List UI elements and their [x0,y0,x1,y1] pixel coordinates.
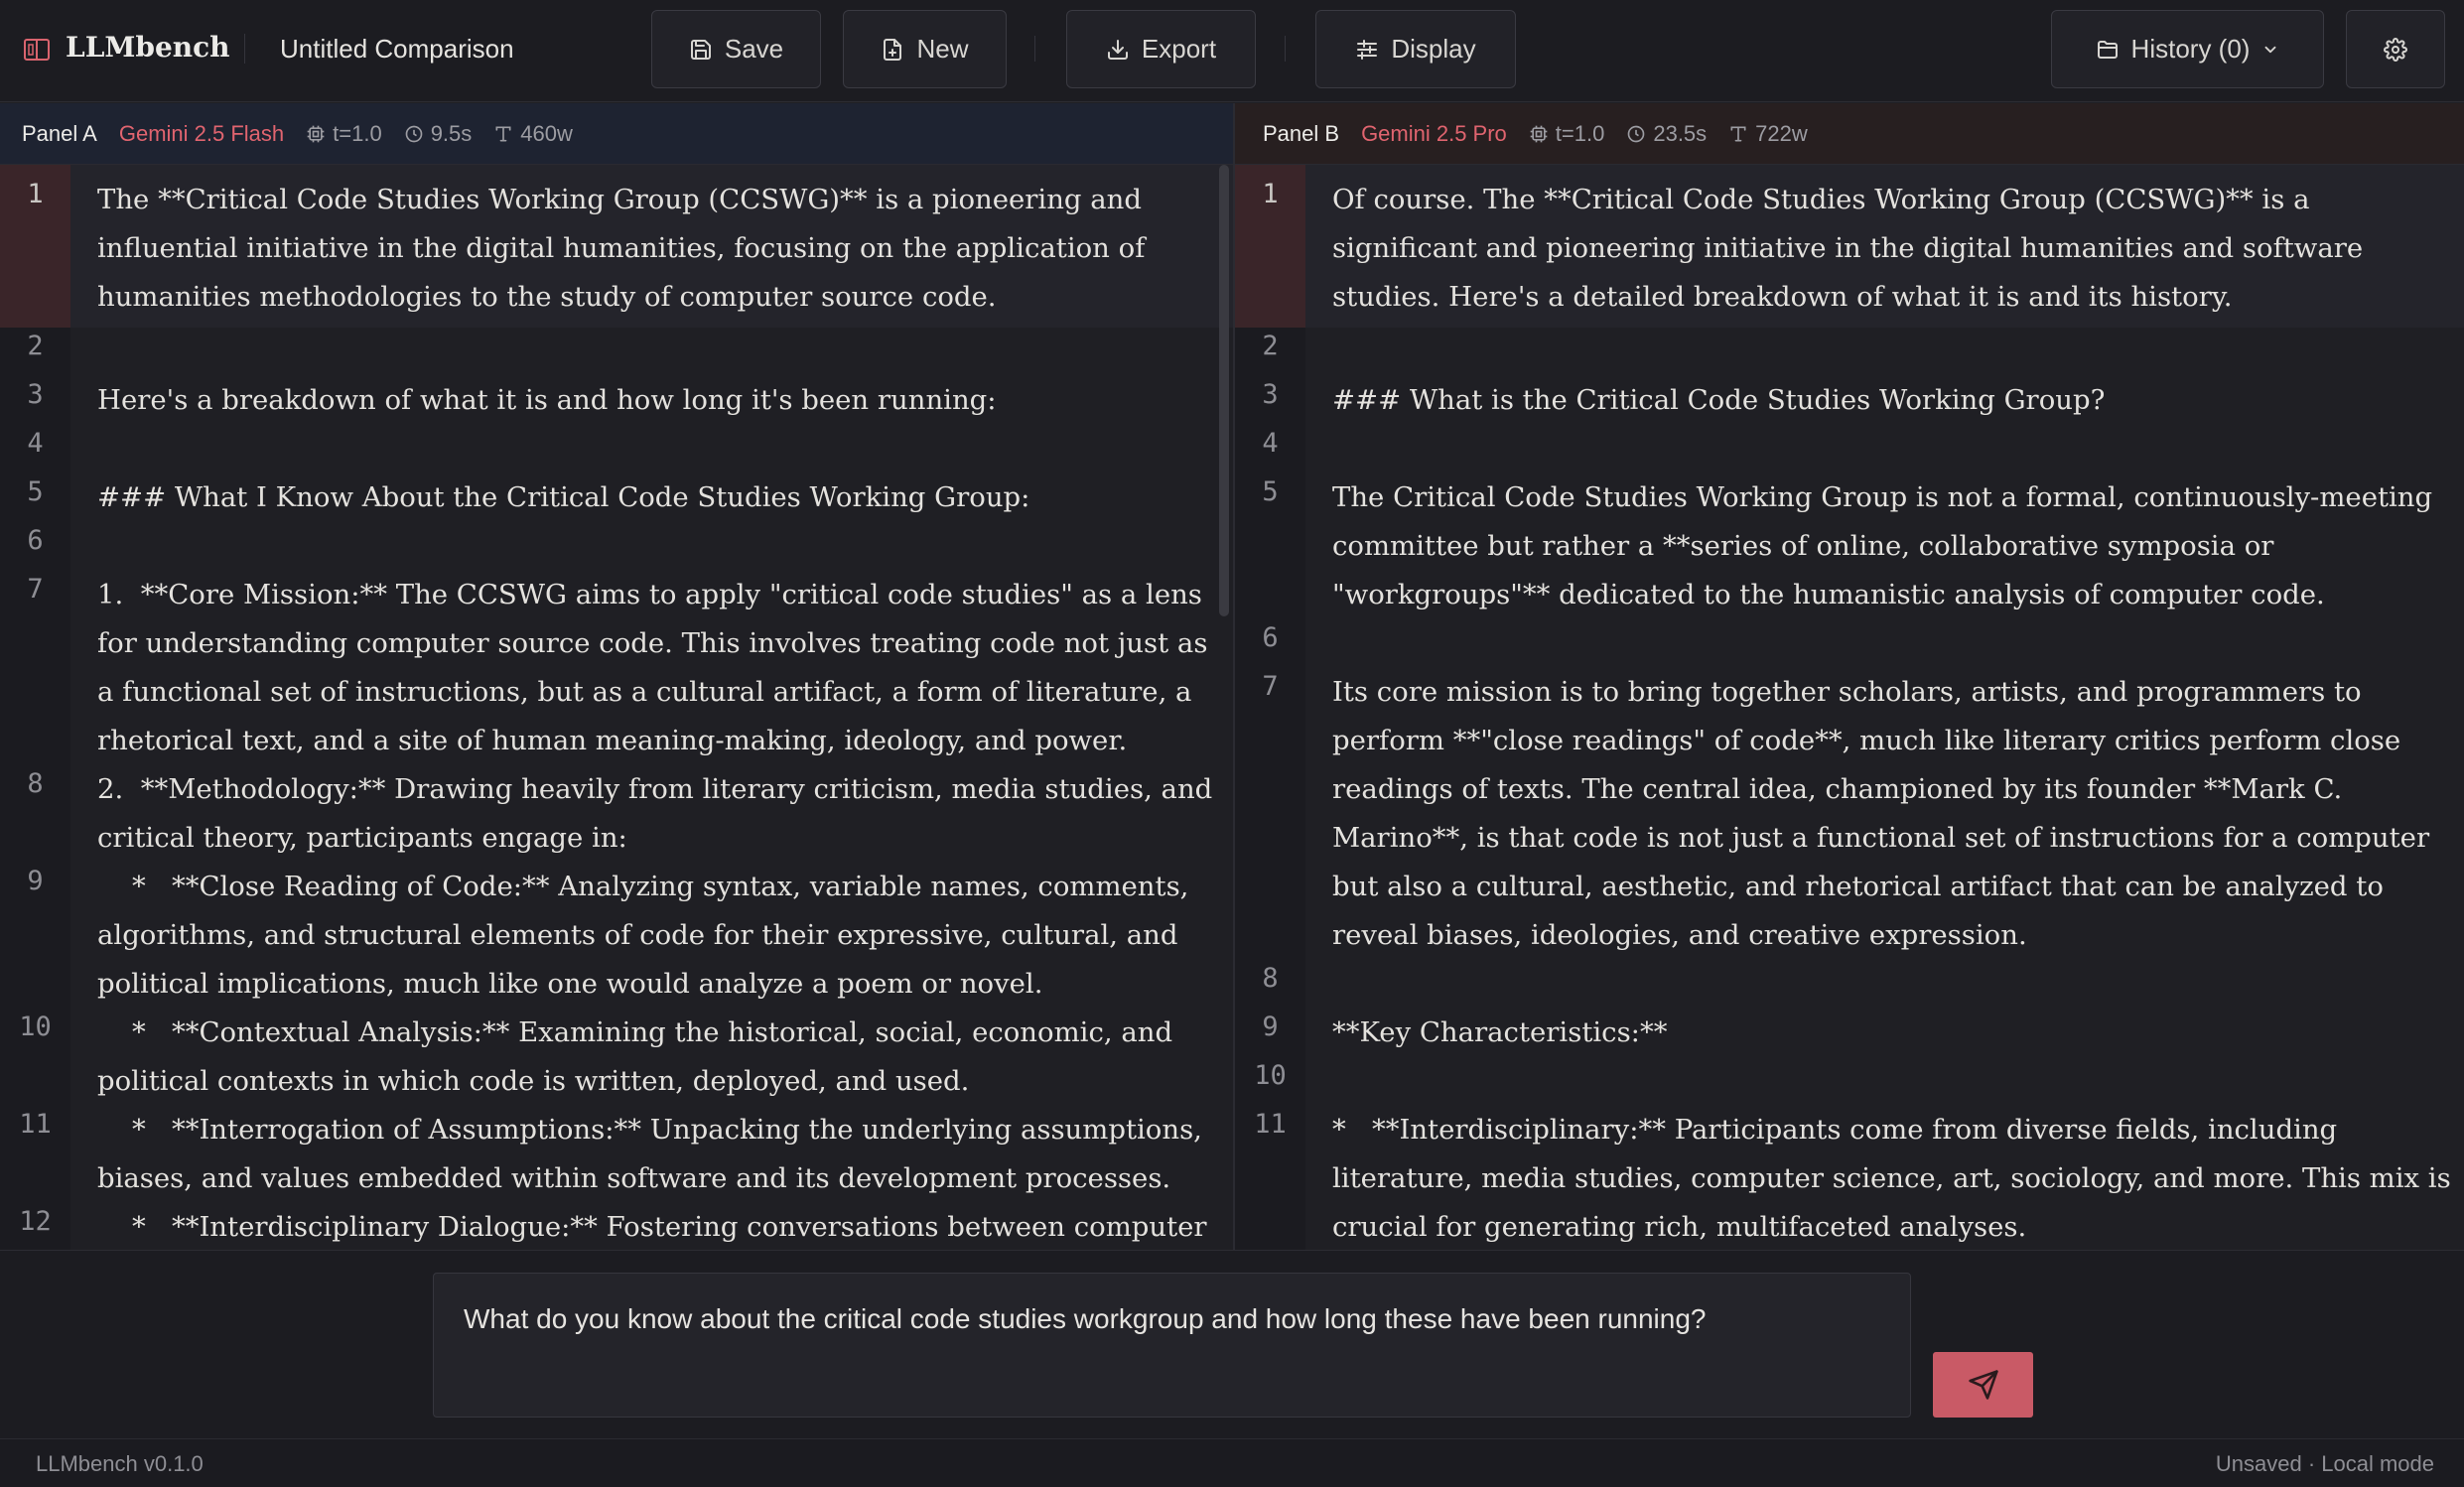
panel-b-model[interactable]: Gemini 2.5 Pro [1361,120,1507,146]
line-number: 1 [1235,165,1305,328]
prompt-input[interactable]: What do you know about the critical code studies workgroup and how long these have been running? [433,1273,1911,1418]
text-icon [493,124,513,144]
text-line[interactable] [0,522,1233,571]
panel-b-words [1728,121,1808,147]
display-label: Display [1391,34,1476,64]
line-text: * **Contextual Analysis:** Examining the historical, social, economic, and political contexts in which code is written, deployed, and used. [97,1016,1181,1097]
history-label: History (0) [2130,34,2251,64]
new-label: New [916,34,969,64]
panel-a-scrollbar[interactable] [1219,165,1229,616]
text-line[interactable] [1235,165,2464,328]
line-number: 6 [1262,622,1279,653]
panel-a-temp-value: t=1.0 [333,120,382,146]
line-text: ### What I Know About the Critical Code Studies Working Group: [97,481,1030,513]
panel-b-header [1235,103,2464,165]
text-line[interactable] [1235,425,2464,473]
text-line[interactable] [1235,473,2464,619]
line-number: 10 [1254,1060,1287,1091]
top-toolbar [0,0,2464,102]
text-line[interactable] [0,328,1233,376]
line-number: 7 [1262,671,1279,702]
export-label: Export [1141,34,1217,64]
line-number: 7 [27,574,44,605]
line-text [70,328,1233,376]
save-label: Save [724,34,784,64]
text-line[interactable] [0,425,1233,473]
line-text: * **Close Reading of Code:** Analyzing syntax, variable names, comments, algorithms, and structural elements of code for their expressive, cultural, and political implications, much like one would analyze a poem or novel. [97,871,1198,1000]
text-line[interactable] [0,571,1233,765]
line-text: The **Critical Code Studies Working Group (CCSWG)** is a pioneering and influential initiative in the digital humanities, focusing on the application of humanities methodologies to the study of computer source code. [97,184,1155,313]
panel-b-time [1626,121,1707,147]
panel-a-time-value: 9.5s [430,120,473,146]
text-line[interactable] [1235,1009,2464,1057]
app-name: LLMbench [66,31,230,64]
gear-icon [2384,38,2407,62]
line-number: 1 [0,165,70,328]
line-text: Of course. The **Critical Code Studies Working Group (CCSWG)** is a significant and pioneering initiative in the digital humanities and software studies. Here's a detailed breakdown of what it is and its history. [1332,184,2372,313]
line-text: Its core mission is to bring together scholars, artists, and programmers to perform **"close readings" of code**, much like literary critics perform close readings of texts. The central idea, championed by its founder **Mark C. Marino**, is that code is not just a functional set of instructions for a computer but also a cultural, aesthetic, and rhetorical artifact that can be analyzed to reveal biases, ideologies, and creative expression. [1332,676,2438,951]
line-text [1305,619,2464,668]
text-line[interactable] [0,376,1233,425]
line-text: 1. **Core Mission:** The CCSWG aims to apply "critical code studies" as a lens for understanding computer source code. This involves treating code not just as a functional set of instructions, but as a cultural artifact, a form of literature, a rhetorical text, and a site of human meaning-making, ideology, and power. [97,579,1217,756]
display-button[interactable] [1315,10,1516,88]
logo-icon [24,38,50,62]
text-line[interactable] [0,863,1233,1009]
line-number: 4 [1262,428,1279,459]
new-button[interactable] [843,10,1007,88]
app-version: LLMbench v0.1.0 [36,1451,204,1476]
line-text [1305,1057,2464,1106]
panel-a-temperature [306,121,382,147]
panel-b-time-value: 23.5s [1653,120,1708,146]
save-button[interactable] [651,10,821,88]
text-line[interactable] [0,765,1233,863]
line-text: **Key Characteristics:** [1332,1016,1668,1048]
panel-b-words-value: 722w [1755,120,1808,146]
line-number: 9 [27,866,44,896]
text-line[interactable] [1235,328,2464,376]
text-line[interactable] [1235,1106,2464,1250]
history-dropdown[interactable] [2051,10,2324,88]
divider [244,34,245,64]
cpu-icon [306,124,326,144]
text-line[interactable] [1235,668,2464,960]
text-line[interactable] [1235,376,2464,425]
panel-b-editor[interactable] [1235,165,2464,1250]
line-number: 11 [19,1109,52,1140]
line-number: 3 [1262,379,1279,410]
clock-icon [404,124,424,144]
divider [1034,36,1035,62]
line-text: * **Interdisciplinary Dialogue:** Fostering conversations between computer [97,1211,1207,1243]
text-line[interactable] [0,1009,1233,1106]
clock-icon [1626,124,1646,144]
line-number: 11 [1254,1109,1287,1140]
text-line[interactable] [1235,1057,2464,1106]
line-text [70,425,1233,473]
line-text: 2. **Methodology:** Drawing heavily from literary criticism, media studies, and critical theory, participants engage in: [97,773,1222,854]
line-text: * **Interdisciplinary:** Participants come from diverse fields, including literature, media studies, computer science, art, sociology, and more. This mix is crucial for generating rich, multifaceted analyses. [1332,1114,2460,1243]
save-status: Unsaved · Local mode [2215,1451,2434,1476]
panel-a-words-value: 460w [520,120,573,146]
divider [1285,36,1286,62]
line-text: * **Interrogation of Assumptions:** Unpacking the underlying assumptions, biases, and values embedded within software and its development processes. [97,1114,1211,1194]
panel-a-editor[interactable] [0,165,1233,1250]
line-number: 8 [1262,963,1279,994]
panel-b-temperature [1529,121,1605,147]
download-icon [1106,38,1130,62]
cpu-icon [1529,124,1549,144]
text-line[interactable] [1235,619,2464,668]
settings-button[interactable] [2346,10,2445,88]
line-number: 2 [27,331,44,361]
send-icon [1968,1369,1999,1401]
text-line[interactable] [0,1106,1233,1203]
line-text [70,522,1233,571]
sliders-icon [1355,38,1379,62]
line-text [1305,960,2464,1009]
line-text [1305,425,2464,473]
line-number: 5 [27,476,44,507]
line-number: 10 [19,1012,52,1042]
panel-b-label: Panel B [1263,120,1340,146]
line-number: 5 [1262,476,1279,507]
line-number: 12 [19,1206,52,1237]
file-plus-icon [881,38,904,62]
panel-a-label: Panel A [22,120,97,146]
folder-icon [2096,38,2120,62]
prompt-bar [0,1250,2464,1438]
document-title[interactable]: Untitled Comparison [280,34,514,64]
line-number: 6 [27,525,44,556]
panel-a-time [404,121,473,147]
line-number: 3 [27,379,44,410]
line-number: 9 [1262,1012,1279,1042]
chevron-down-icon [2261,41,2279,59]
panel-b-temp-value: t=1.0 [1555,120,1605,146]
text-line[interactable] [1235,960,2464,1009]
line-text: Here's a breakdown of what it is and how long it's been running: [97,384,997,416]
text-line[interactable] [0,473,1233,522]
send-button[interactable] [1933,1352,2033,1418]
text-line[interactable] [0,1203,1233,1250]
line-number: 8 [27,768,44,799]
panel-a-header [0,103,1233,165]
line-text: The Critical Code Studies Working Group is not a formal, continuously-meeting committee but rather a **series of online, collaborative symposia or "workgroups"** dedicated to the humanistic analysis of computer code. [1332,481,2441,610]
line-number: 2 [1262,331,1279,361]
save-icon [689,38,713,62]
status-bar [0,1438,2464,1487]
line-text [1305,328,2464,376]
export-button[interactable] [1066,10,1256,88]
line-number: 4 [27,428,44,459]
panel-a-words [493,121,573,147]
panel-a-model[interactable]: Gemini 2.5 Flash [118,120,285,146]
line-text: ### What is the Critical Code Studies Working Group? [1332,384,2106,416]
text-line[interactable] [0,165,1233,328]
text-icon [1728,124,1748,144]
